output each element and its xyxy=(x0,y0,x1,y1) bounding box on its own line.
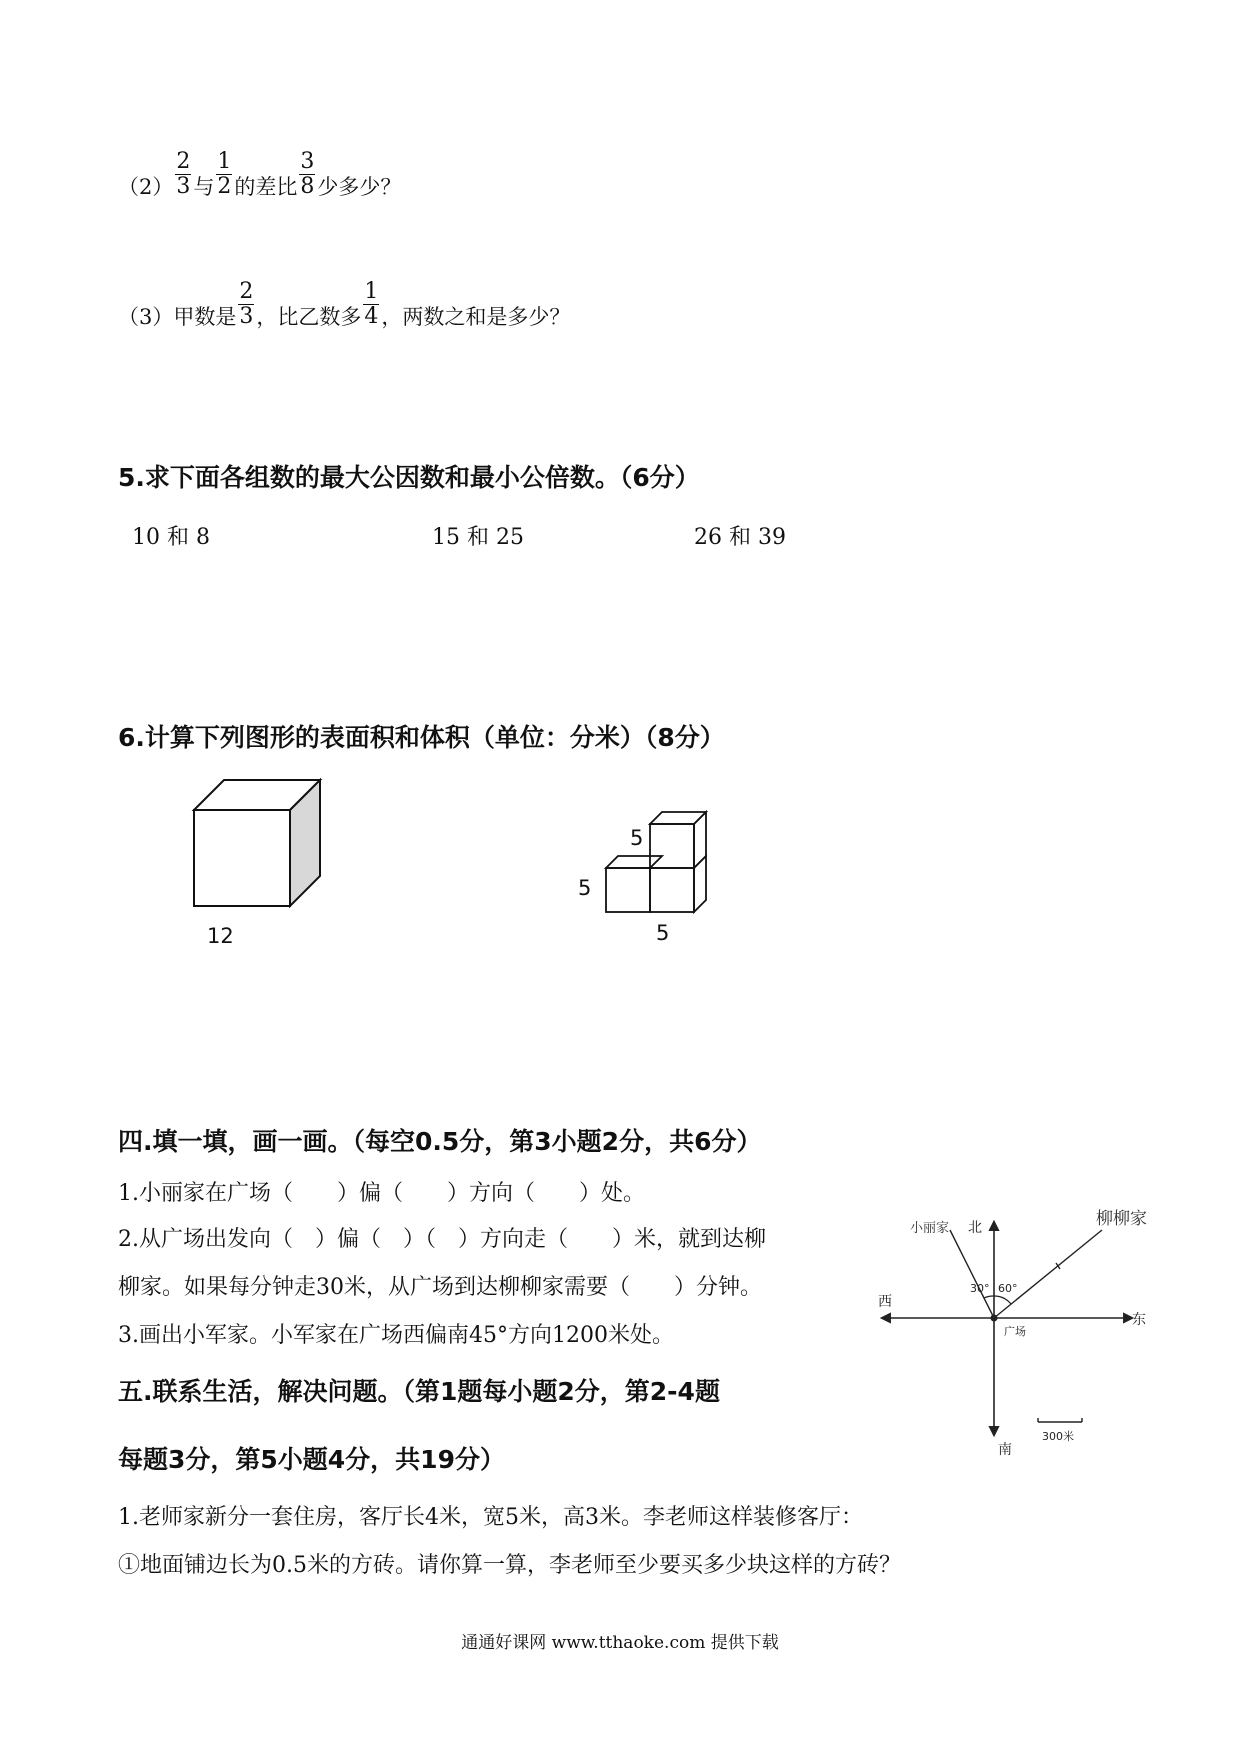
xiaoli-home-label: 小丽家 xyxy=(910,1221,950,1236)
cube-figure xyxy=(180,770,340,945)
problem-4-2: （2） $\frac{2}{3}$ 与 $\frac{1}{2}$ 的差比 $\frac{3}{8}$ 少多少？ xyxy=(118,149,402,199)
east-label: 东 xyxy=(1132,1312,1146,1328)
number-pair-2: 15 和 25 xyxy=(432,525,524,550)
center-label: 广场 xyxy=(1004,1325,1026,1338)
part-5-title-line-2: 每题3分，第5小题4分，共19分） xyxy=(118,1445,505,1474)
part-4-line-1: 1.小丽家在广场（ ）偏（ ）方向（ ）处。 xyxy=(118,1181,645,1206)
part-5-line-1: 1.老师家新分一套住房，客厅长4米，宽5米，高3米。李老师这样装修客厅： xyxy=(118,1505,863,1530)
direction-map xyxy=(870,1200,1190,1470)
part-5-line-2: ①地面铺边长为0.5米的方砖。请你算一算，李老师至少要买多少块这样的方砖？ xyxy=(118,1553,901,1578)
scale-label: 300米 xyxy=(1042,1430,1074,1443)
fraction-a: $\frac{2}{3}$ xyxy=(239,279,254,329)
angle-60-label: 60° xyxy=(998,1282,1018,1295)
part-4-line-4: 3.画出小军家。小军家在广场西偏南45°方向1200米处。 xyxy=(118,1323,674,1348)
west-label: 西 xyxy=(878,1294,892,1310)
fraction-c: $\frac{3}{8}$ xyxy=(300,149,315,199)
section-6-title: 6.计算下列图形的表面积和体积（单位：分米）（8分） xyxy=(118,723,725,752)
cube-edge-label: 12 xyxy=(207,924,234,945)
part-4-title: 四.填一填，画一画。（每空0.5分，第3小题2分，共6分） xyxy=(118,1127,762,1156)
fraction-b: $\frac{1}{2}$ xyxy=(217,149,232,199)
problem-label: （2） xyxy=(118,175,174,199)
side-label: 5 xyxy=(578,876,592,900)
number-pair-1: 10 和 8 xyxy=(132,525,210,550)
north-label: 北 xyxy=(968,1220,982,1236)
fraction-a: $\frac{2}{3}$ xyxy=(176,149,191,199)
stacked-cubes-figure xyxy=(570,800,730,955)
height-label: 5 xyxy=(630,826,644,850)
number-pair-3: 26 和 39 xyxy=(694,525,786,550)
page-footer: 通通好课网 www.tthaoke.com 提供下载 xyxy=(461,1633,779,1653)
part-4-line-2: 2.从广场出发向（ ）偏（ ）（ ）方向走（ ）米，就到达柳 xyxy=(118,1227,766,1252)
angle-30-label: 30° xyxy=(970,1282,990,1295)
fraction-b: $\frac{1}{4}$ xyxy=(364,279,379,329)
problem-4-3: （3）甲数是 $\frac{2}{3}$ ，比乙数多 $\frac{1}{4}$ ，两数之和是多少？ xyxy=(118,279,571,329)
width-label: 5 xyxy=(656,921,670,945)
section-5-title: 5.求下面各组数的最大公因数和最小公倍数。（6分） xyxy=(118,463,700,492)
south-label: 南 xyxy=(998,1442,1012,1458)
part-4-line-3: 柳家。如果每分钟走30米，从广场到达柳柳家需要（ ）分钟。 xyxy=(118,1275,762,1300)
liuliu-home-label: 柳柳家 xyxy=(1096,1209,1147,1229)
problem-label: （3）甲数是 xyxy=(118,305,237,329)
part-5-title-line-1: 五.联系生活，解决问题。（第1题每小题2分，第2-4题 xyxy=(118,1377,720,1406)
